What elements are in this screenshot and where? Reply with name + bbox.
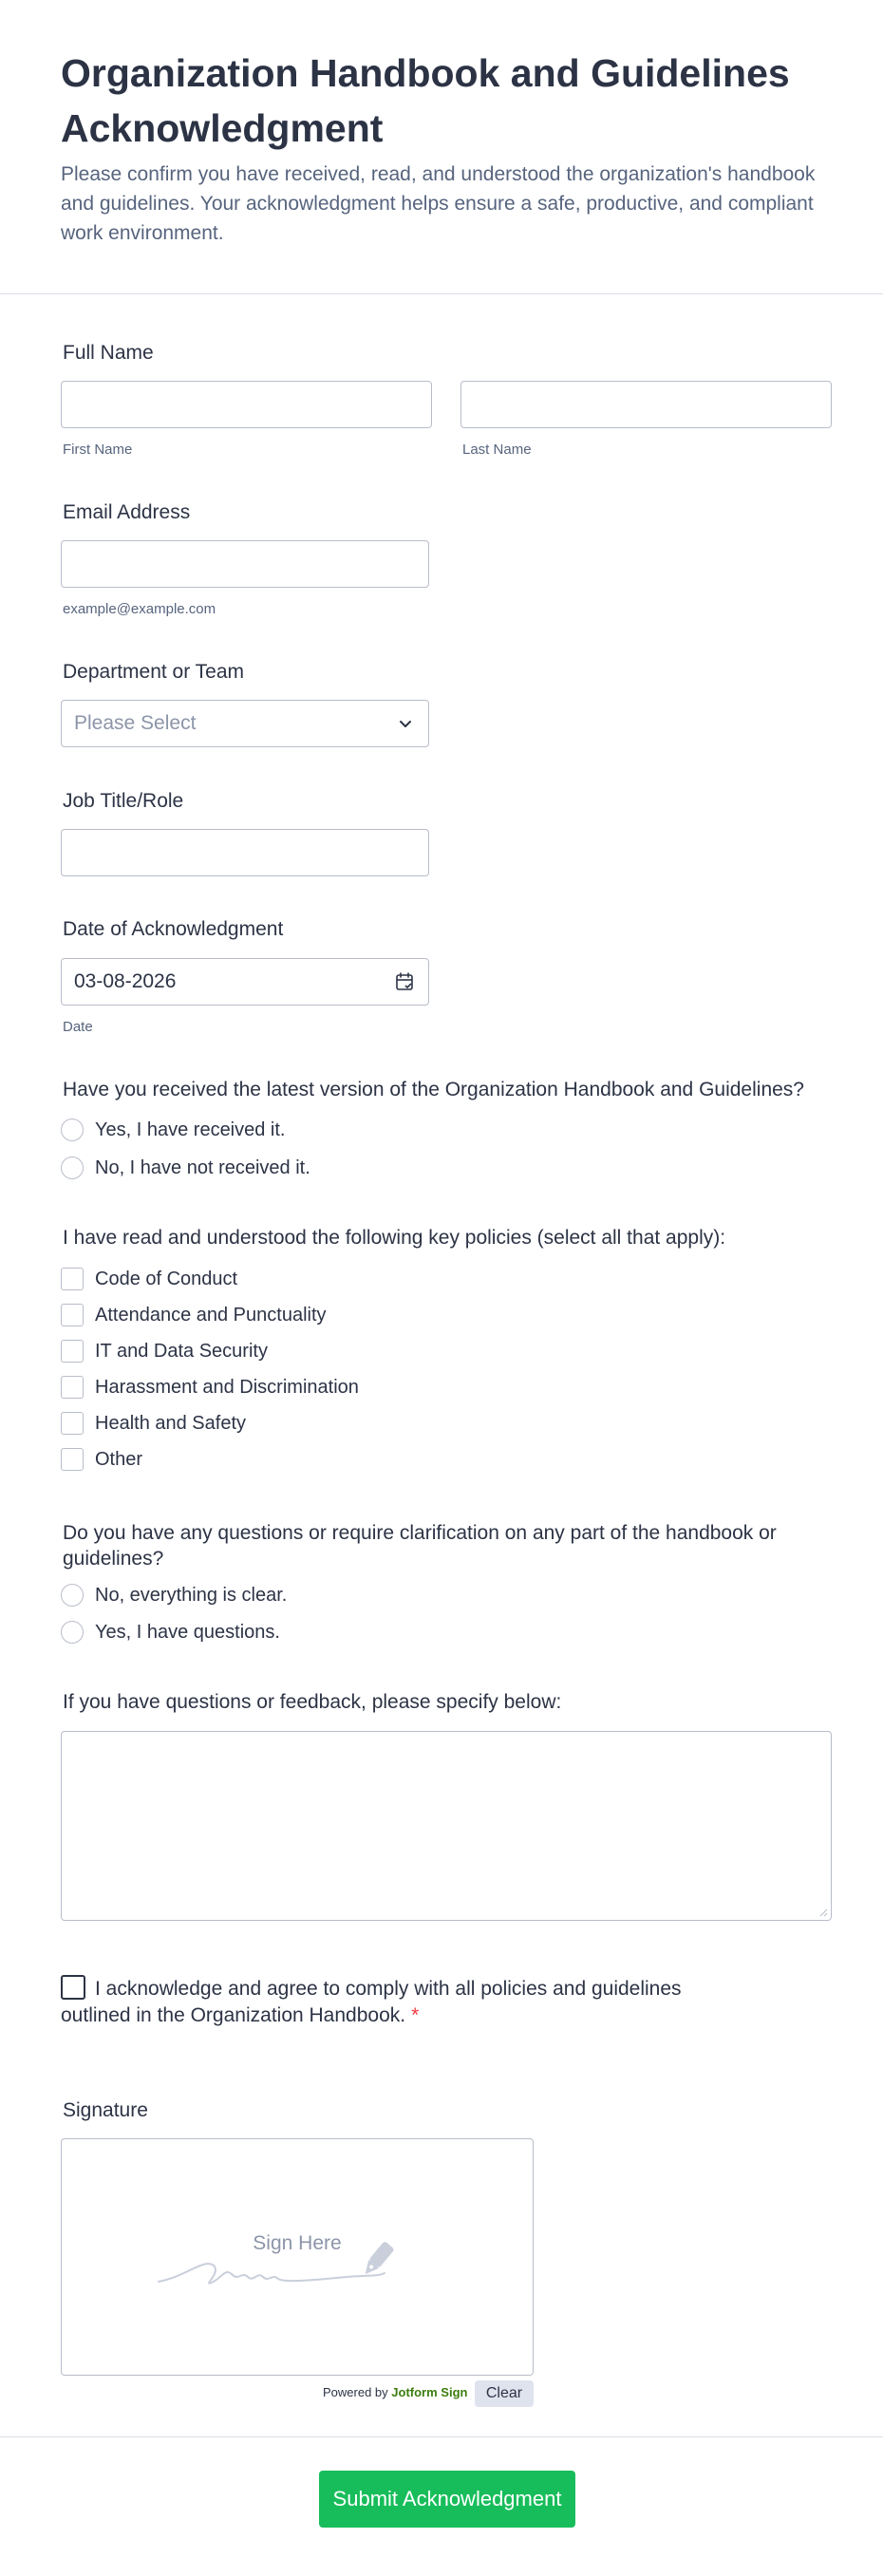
date-label: Date of Acknowledgment (63, 918, 284, 940)
feedback-label: If you have questions or feedback, please specify below: (63, 1691, 562, 1713)
acknowledge-field (61, 1975, 725, 2029)
email-sublabel: example@example.com (63, 601, 216, 617)
first-name-sublabel: First Name (63, 442, 133, 458)
date-value: 03-08-2026 (74, 970, 177, 992)
checkbox-code-of-conduct[interactable]: Code of Conduct (61, 1266, 237, 1292)
email-label: Email Address (63, 501, 191, 523)
department-label: Department or Team (63, 661, 245, 683)
signature-pen-icon (157, 2229, 442, 2296)
chevron-down-icon (396, 714, 415, 733)
first-name-input[interactable] (61, 381, 432, 428)
acknowledge-checkbox[interactable] (61, 1975, 85, 2000)
signature-label: Signature (63, 2099, 148, 2121)
feedback-textarea[interactable] (61, 1731, 832, 1921)
powered-by: Powered by Jotform Sign (323, 2385, 468, 2399)
date-input[interactable] (61, 958, 429, 1006)
checkbox-it-security[interactable]: IT and Data Security (61, 1338, 268, 1364)
checkbox[interactable] (61, 1448, 84, 1471)
email-input[interactable] (61, 540, 429, 588)
radio-received-yes[interactable]: Yes, I have received it. (61, 1117, 286, 1143)
department-placeholder: Please Select (74, 712, 197, 734)
submit-button[interactable]: Submit Acknowledgment (319, 2471, 575, 2528)
acknowledge-text: I acknowledge and agree to comply with all policies and guidelines outlined in the Organization Handbook. (61, 1978, 682, 2026)
department-select[interactable] (61, 700, 429, 747)
full-name-label: Full Name (63, 342, 154, 364)
checkbox[interactable] (61, 1340, 84, 1363)
radio-clarification-questions[interactable]: Yes, I have questions. (61, 1619, 280, 1645)
date-sublabel: Date (63, 1019, 93, 1035)
signature-pad[interactable] (61, 2138, 534, 2376)
checkbox[interactable] (61, 1304, 84, 1326)
checkbox-other[interactable]: Other (61, 1446, 142, 1473)
form-description: Please confirm you have received, read, and understood the organization's handbook and guidelines. Your acknowledgment helps ensure a safe, productive, and compliant work environment. (61, 163, 816, 244)
radio-button[interactable] (61, 1621, 84, 1644)
checkbox[interactable] (61, 1268, 84, 1290)
job-title-input[interactable] (61, 829, 429, 876)
clear-signature-button[interactable]: Clear (475, 2380, 534, 2407)
last-name-input[interactable] (460, 381, 832, 428)
resize-handle-icon[interactable] (818, 1908, 828, 1917)
policies-question: I have read and understood the following key policies (select all that apply): (63, 1227, 726, 1249)
checkbox[interactable] (61, 1412, 84, 1435)
calendar-icon[interactable] (394, 971, 415, 992)
radio-button[interactable] (61, 1584, 84, 1607)
checkbox-health-safety[interactable]: Health and Safety (61, 1410, 246, 1437)
sign-here-hint: Sign Here (253, 2232, 342, 2254)
checkbox[interactable] (61, 1376, 84, 1399)
jotform-sign-brand: Jotform Sign (391, 2385, 468, 2399)
radio-clarification-clear[interactable]: No, everything is clear. (61, 1582, 287, 1608)
radio-button[interactable] (61, 1156, 84, 1179)
job-title-label: Job Title/Role (63, 790, 184, 812)
checkbox-attendance[interactable]: Attendance and Punctuality (61, 1302, 327, 1328)
radio-received-no[interactable]: No, I have not received it. (61, 1155, 310, 1181)
page-title: Organization Handbook and Guidelines Acknowledgment (61, 51, 790, 150)
radio-button[interactable] (61, 1119, 84, 1141)
header-divider (0, 293, 883, 294)
received-question: Have you received the latest version of the Organization Handbook and Guidelines? (63, 1079, 804, 1100)
required-marker: * (411, 2004, 420, 2026)
form-header (61, 46, 820, 248)
last-name-sublabel: Last Name (462, 442, 532, 458)
checkbox-harassment[interactable]: Harassment and Discrimination (61, 1374, 359, 1401)
footer-divider (0, 2436, 883, 2437)
clarification-question: Do you have any questions or require clarification on any part of the handbook or guidelines? (63, 1522, 777, 1570)
